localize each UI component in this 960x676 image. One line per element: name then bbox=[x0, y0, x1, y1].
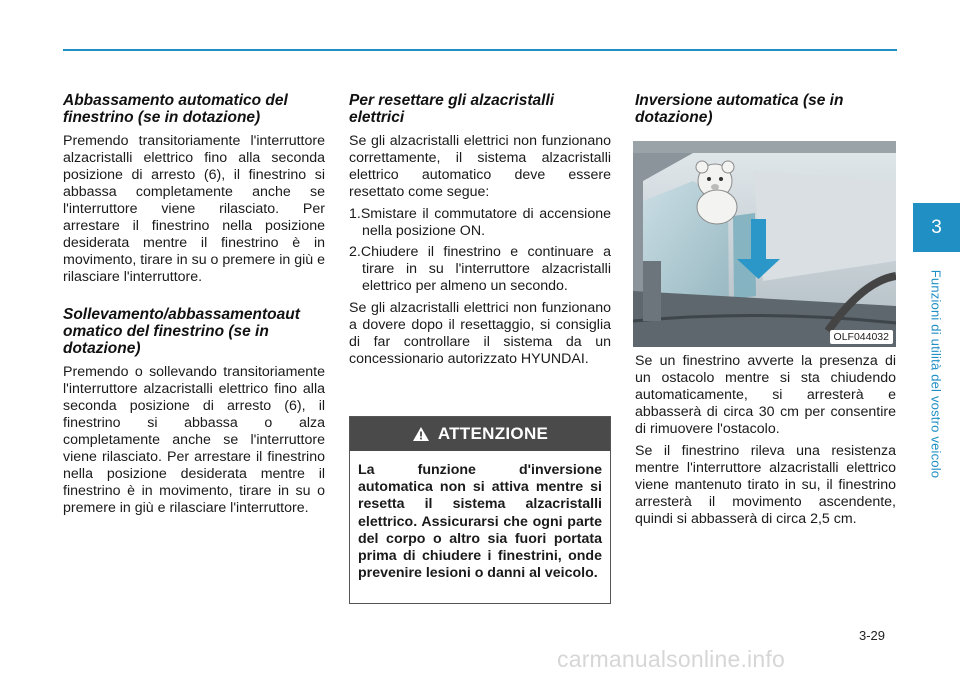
warning-triangle-icon bbox=[412, 426, 430, 442]
column-3-text bbox=[635, 353, 896, 533]
reset-outro: Se gli alzacristalli elettrici non funzionano a dovere dopo il resettaggio, si consiglia di far controllare il sistema da un concessionario autorizzato HYUNDAI. bbox=[349, 300, 611, 367]
page-number: 3-29 bbox=[859, 628, 886, 643]
watermark: carmanualsonline.info bbox=[557, 646, 785, 672]
reset-step: 1.Smistare il commutatore di accensione nella posizione ON. bbox=[349, 206, 611, 239]
warning-title: ATTENZIONE bbox=[437, 424, 549, 443]
column-1 bbox=[63, 92, 325, 522]
reset-steps bbox=[349, 206, 611, 295]
section-body-auto-up-down: Premendo o sollevando transitoriamente l'interruttore alzacristalli elettrico fino alla seconda posizione di arresto (6), il finestrino si abbassa o alza completamente anche se l'interruttore viene rilasciato. Per arrestare il finestrino nella posizione desiderata mentre il finestrino è in movimento, tirare in su o premere in giù e rilasciare l'interruttore. bbox=[63, 364, 325, 516]
car-window-photo bbox=[633, 141, 896, 347]
section-title-reset: Per resettare gli alzacristalli elettrici bbox=[349, 92, 555, 126]
warning-box bbox=[349, 416, 611, 604]
warning-text: La funzione d'inversione automatica non si attiva mentre si resetta il sistema alzacristalli elettrico. Assicurarsi che ogni parte del corpo o altro sia fuori portata prima di chiudere i finestrini, onde prevenire lesioni o danni al veicolo. bbox=[358, 462, 602, 582]
window-obstacle-illustration bbox=[633, 141, 896, 347]
top-rule bbox=[63, 49, 897, 51]
section-title-auto-reverse: Inversione automatica (se in dotazione) bbox=[635, 92, 844, 126]
image-code: OLF044032 bbox=[830, 330, 893, 344]
column-3 bbox=[635, 92, 896, 133]
reset-intro: Se gli alzacristalli elettrici non funzionano correttamente, il sistema alzacristalli elettrico automatico deve essere resettato come segue: bbox=[349, 133, 611, 200]
section-body-auto-down: Premendo transitoriamente l'interruttore alzacristalli elettrico fino alla seconda posizione di arresto (6), il finestrino si abbassa completamente anche se l'interruttore viene rilasciato. Per arrestare il finestrino nella posizione desiderata mentre il finestrino è in movimento, tirare in su o premere in giù e rilasciare l'interruttore. bbox=[63, 133, 325, 285]
auto-reverse-para-2: Se il finestrino rileva una resistenza mentre l'interruttore alzacristalli elettrico viene mantenuto tirato in su, il finestrino arresterà il movimento ascendente, quindi si abbasserà di circa 2,5 cm. bbox=[635, 443, 896, 527]
column-2 bbox=[349, 92, 611, 373]
section-title-auto-down: Abbassamento automatico del finestrino (se in dotazione) bbox=[63, 92, 288, 126]
section-title-auto-up-down: Sollevamento/abbassamentoaut omatico del finestrino (se in dotazione) bbox=[63, 306, 300, 357]
chapter-number: 3 bbox=[931, 216, 942, 238]
auto-reverse-para-1: Se un finestrino avverte la presenza di un ostacolo mentre si sta chiudendo automaticamente, si arresterà e abbasserà di circa 30 cm per consentire di rimuovere l'ostacolo. bbox=[635, 353, 896, 437]
reset-step: 2.Chiudere il finestrino e continuare a tirare in su l'interruttore alzacristalli elettrico per almeno un secondo. bbox=[349, 244, 611, 294]
chapter-title: Funzioni di utilità del vostro veicolo bbox=[928, 269, 944, 479]
chapter-tab bbox=[913, 203, 960, 252]
warning-header bbox=[350, 417, 610, 451]
